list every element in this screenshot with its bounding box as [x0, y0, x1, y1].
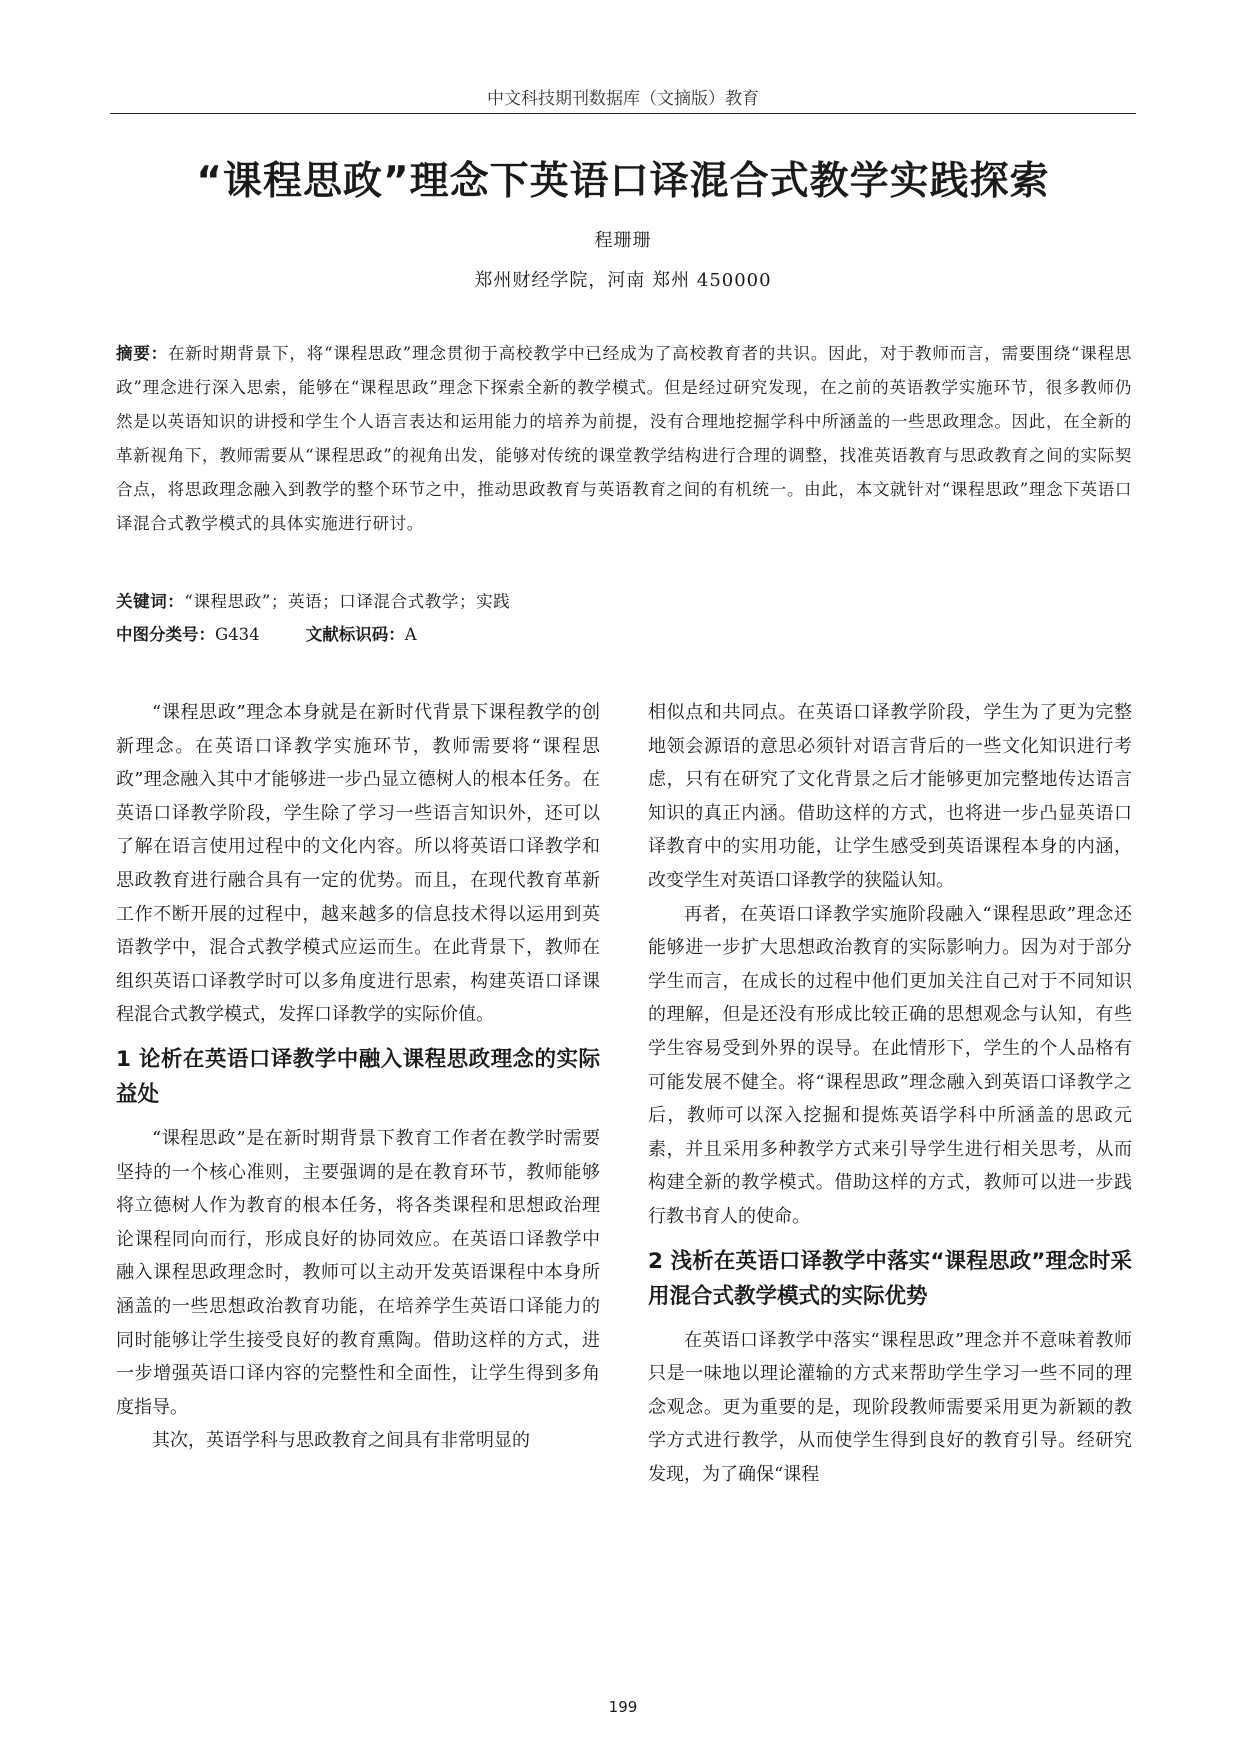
abstract [116, 337, 1132, 541]
paragraph: 相似点和共同点。在英语口译教学阶段，学生为了更为完整地领会源语的意思必须针对语言背后的一些文化知识进行考虑，只有在研究了文化背景之后才能够更加完整地传达语言知识的真正内涵。借助这样的方式，也将进一步凸显英语口译教育中的实用功能，让学生感受到英语课程本身的内涵，改变学生对英语口译教学的狭隘认知。 [648, 702, 1132, 891]
clc-value: G434 [215, 625, 260, 644]
abstract-label: 摘要： [116, 344, 169, 363]
paragraph: 其次，英语学科与思政教育之间具有非常明显的 [152, 1430, 530, 1452]
body-column-left [116, 696, 600, 1458]
abstract-text: 在新时期背景下，将“课程思政”理念贯彻于高校教学中已经成为了高校教育者的共识。因此，对于教师而言，需要围绕“课程思政”理念进行深入思索，能够在“课程思政”理念下探索全新的教学模式。但是经过研究发现，在之前的英语教学实施环节，很多教师仍然是以英语知识的讲授和学生个人语言表达和运用能力的培养为前提，没有合理地挖掘学科中所涵盖的一些思政理念。因此，在全新的革新视角下，教师需要从“课程思政”的视角出发，能够对传统的课堂教学结构进行合理的调整，找准英语教育与思政教育之间的实际契合点，将思政理念融入到教学的整个环节之中，推动思政教育与英语教育之间的有机统一。由此，本文就针对“课程思政”理念下英语口译混合式教学模式的具体实施进行研讨。 [116, 344, 1132, 533]
paragraph: 在英语口译教学中落实“课程思政”理念并不意味着教师只是一味地以理论灌输的方式来帮助学生学习一些不同的理念观念。更为重要的是，现阶段教师需要采用更为新颖的教学方式进行教学，从而使学生得到良好的教育引导。经研究发现，为了确保“课程 [648, 1329, 1132, 1485]
classification-line [116, 620, 1132, 650]
clc-label: 中图分类号： [116, 625, 215, 644]
author-name: 程珊珊 [594, 230, 652, 251]
header-rule [110, 113, 1136, 114]
page-number: 199 [608, 1698, 638, 1716]
paragraph: “课程思政”是在新时期背景下教育工作者在教学时需要坚持的一个核心准则，主要强调的是在教育环节，教师能够将立德树人作为教育的根本任务，将各类课程和思想政治理论课程同向而行，形成良好的协同效应。在英语口译教学中融入课程思政理念时，教师可以主动开发英语课程中本身所涵盖的一些思想政治教育功能，在培养学生英语口译能力的同时能够让学生接受良好的教育熏陶。借助这样的方式，进一步增强英语口译内容的完整性和全面性，让学生得到多角度指导。 [116, 1127, 600, 1418]
running-head: 中文科技期刊数据库（文摘版）教育 [487, 89, 759, 109]
article-title: “课程思政”理念下英语口译混合式教学实践探索 [196, 159, 1050, 204]
document-code-label: 文献标识码： [305, 625, 405, 644]
paragraph: 再者，在英语口译教学实施阶段融入“课程思政”理念还能够进一步扩大思想政治教育的实际影响力。因为对于部分学生而言，在成长的过程中他们更加关注自己对于不同知识的理解，但是还没有形成比较正确的思想观念与认知，有些学生容易受到外界的误导。在此情形下，学生的个人品格有可能发展不健全。将“课程思政”理念融入到英语口译教学之后，教师可以深入挖掘和提炼英语学科中所涵盖的思政元素，并且采用多种教学方式来引导学生进行相关思考，从而构建全新的教学模式。借助这样的方式，教师可以进一步践行教书育人的使命。 [648, 903, 1132, 1227]
keywords [116, 587, 1132, 617]
keywords-text: “课程思政”；英语；口译混合式教学；实践 [184, 592, 511, 611]
section-heading-1: 1 论析在英语口译教学中融入课程思政理念的实际益处 [116, 1046, 600, 1107]
body-column-right [648, 696, 1132, 1491]
keywords-label: 关键词： [116, 592, 185, 611]
section-heading-2: 2 浅析在英语口译教学中落实“课程思政”理念时采用混合式教学模式的实际优势 [648, 1248, 1132, 1309]
paragraph: “课程思政”理念本身就是在新时代背景下课程教学的创新理念。在英语口译教学实施环节，教师需要将“课程思政”理念融入其中才能够进一步凸显立德树人的根本任务。在英语口译教学阶段，学生除了学习一些语言知识外，还可以了解在语言使用过程中的文化内容。所以将英语口译教学和思政教育进行融合具有一定的优势。而且，在现代教育革新工作不断开展的过程中，越来越多的信息技术得以运用到英语教学中，混合式教学模式应运而生。在此背景下，教师在组织英语口译教学时可以多角度进行思索，构建英语口译课程混合式教学模式，发挥口译教学的实际价值。 [116, 702, 600, 1026]
author-affiliation: 郑州财经学院，河南 郑州 450000 [474, 270, 772, 291]
document-code-value: A [404, 625, 417, 644]
